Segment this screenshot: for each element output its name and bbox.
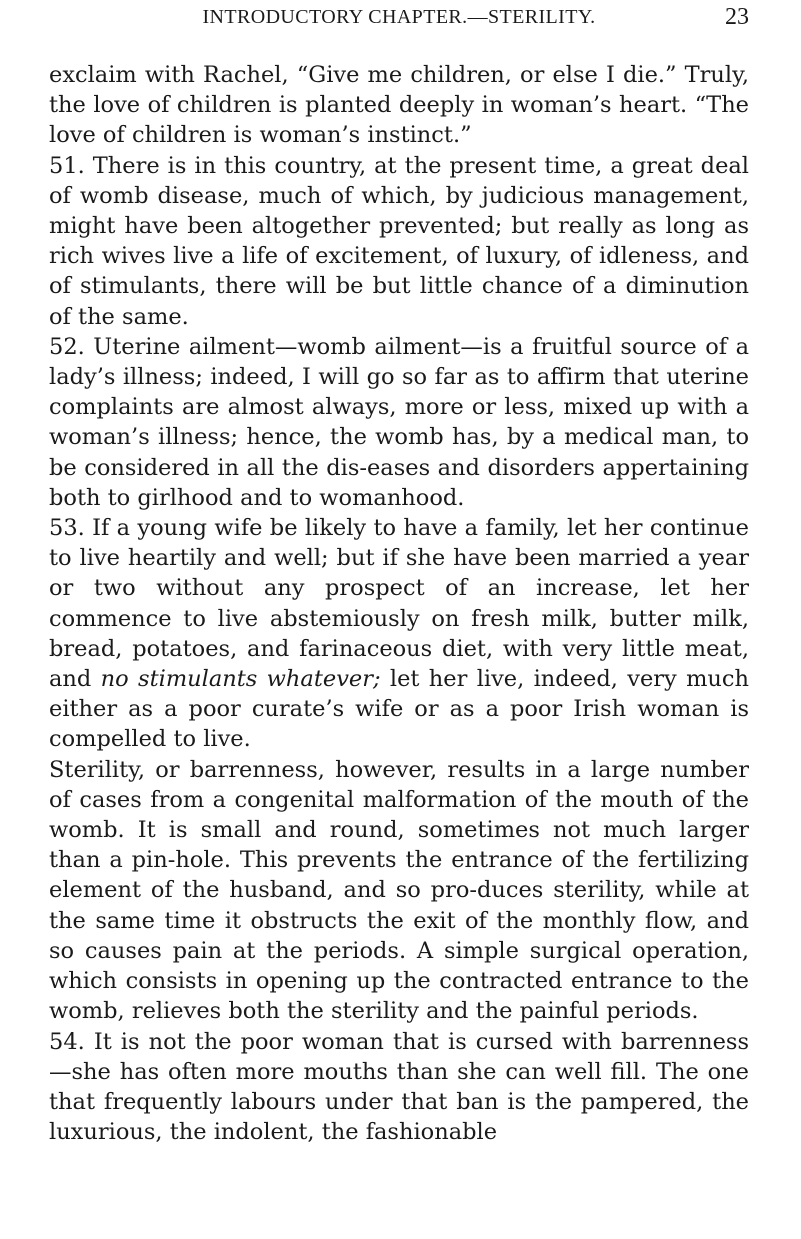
paragraph-54: 54. It is not the poor woman that is cursed with barrenness—she has often more mouths than she can well fill. The one that frequently labours under that ban is the pampered, the luxurious, the indolent, the fashionable (49, 1028, 749, 1146)
body-text (49, 60, 749, 1147)
paragraph-53 (49, 513, 749, 755)
paragraph-sterility: Sterility, or barrenness, however, results in a large number of cases from a congenital malformation of the mouth of the womb. It is small and round, sometimes not much larger than a pin-hole. This prevents the entrance of the fertilizing element of the husband, and so pro-duces sterility, while at the same time it obstructs the exit of the monthly flow, and so causes pain at the periods. A simple surgical operation, which consists in opening up the contracted entrance to the womb, relieves both the sterility and the painful periods. (49, 756, 749, 1025)
paragraph-53-text: 53. If a young wife be likely to have a family, let her continue to live heartily and well; but if she have been married a year or two without any prospect of an increase, let her commence to live abstemiously on fresh milk, butter milk, bread, potatoes, and farinaceous diet, with very little meat, and (49, 515, 749, 693)
page-number: 23 (725, 4, 749, 30)
paragraph-52: 52. Uterine ailment—womb ailment—is a fruitful source of a lady’s illness; indeed, I will go so far as to affirm that uterine complaints are almost always, more or less, mixed up with a woman’s illness; hence, the womb has, by a medical man, to be considered in all the dis-eases and disorders appertaining both to girlhood and to womanhood. (49, 333, 749, 511)
running-head (49, 4, 749, 44)
paragraph-53-text-end: let her live, indeed, very much either as a poor curate’s wife or as a poor Irish woman is compelled to live. (49, 666, 749, 753)
running-title: INTRODUCTORY CHAPTER.—STERILITY. (202, 6, 596, 28)
book-page (49, 0, 749, 1147)
paragraph-51: 51. There is in this country, at the present time, a great deal of womb disease, much of which, by judicious management, might have been altogether prevented; but really as long as rich wives live a life of excitement, of luxury, of idleness, and of stimulants, there will be but little chance of a diminution of the same. (49, 152, 749, 330)
paragraph-continuation: exclaim with Rachel, “Give me children, or else I die.” Truly, the love of children is planted deeply in woman’s heart. “The love of children is woman’s instinct.” (49, 62, 749, 149)
paragraph-53-emphasis: no stimulants whatever; (100, 666, 381, 693)
